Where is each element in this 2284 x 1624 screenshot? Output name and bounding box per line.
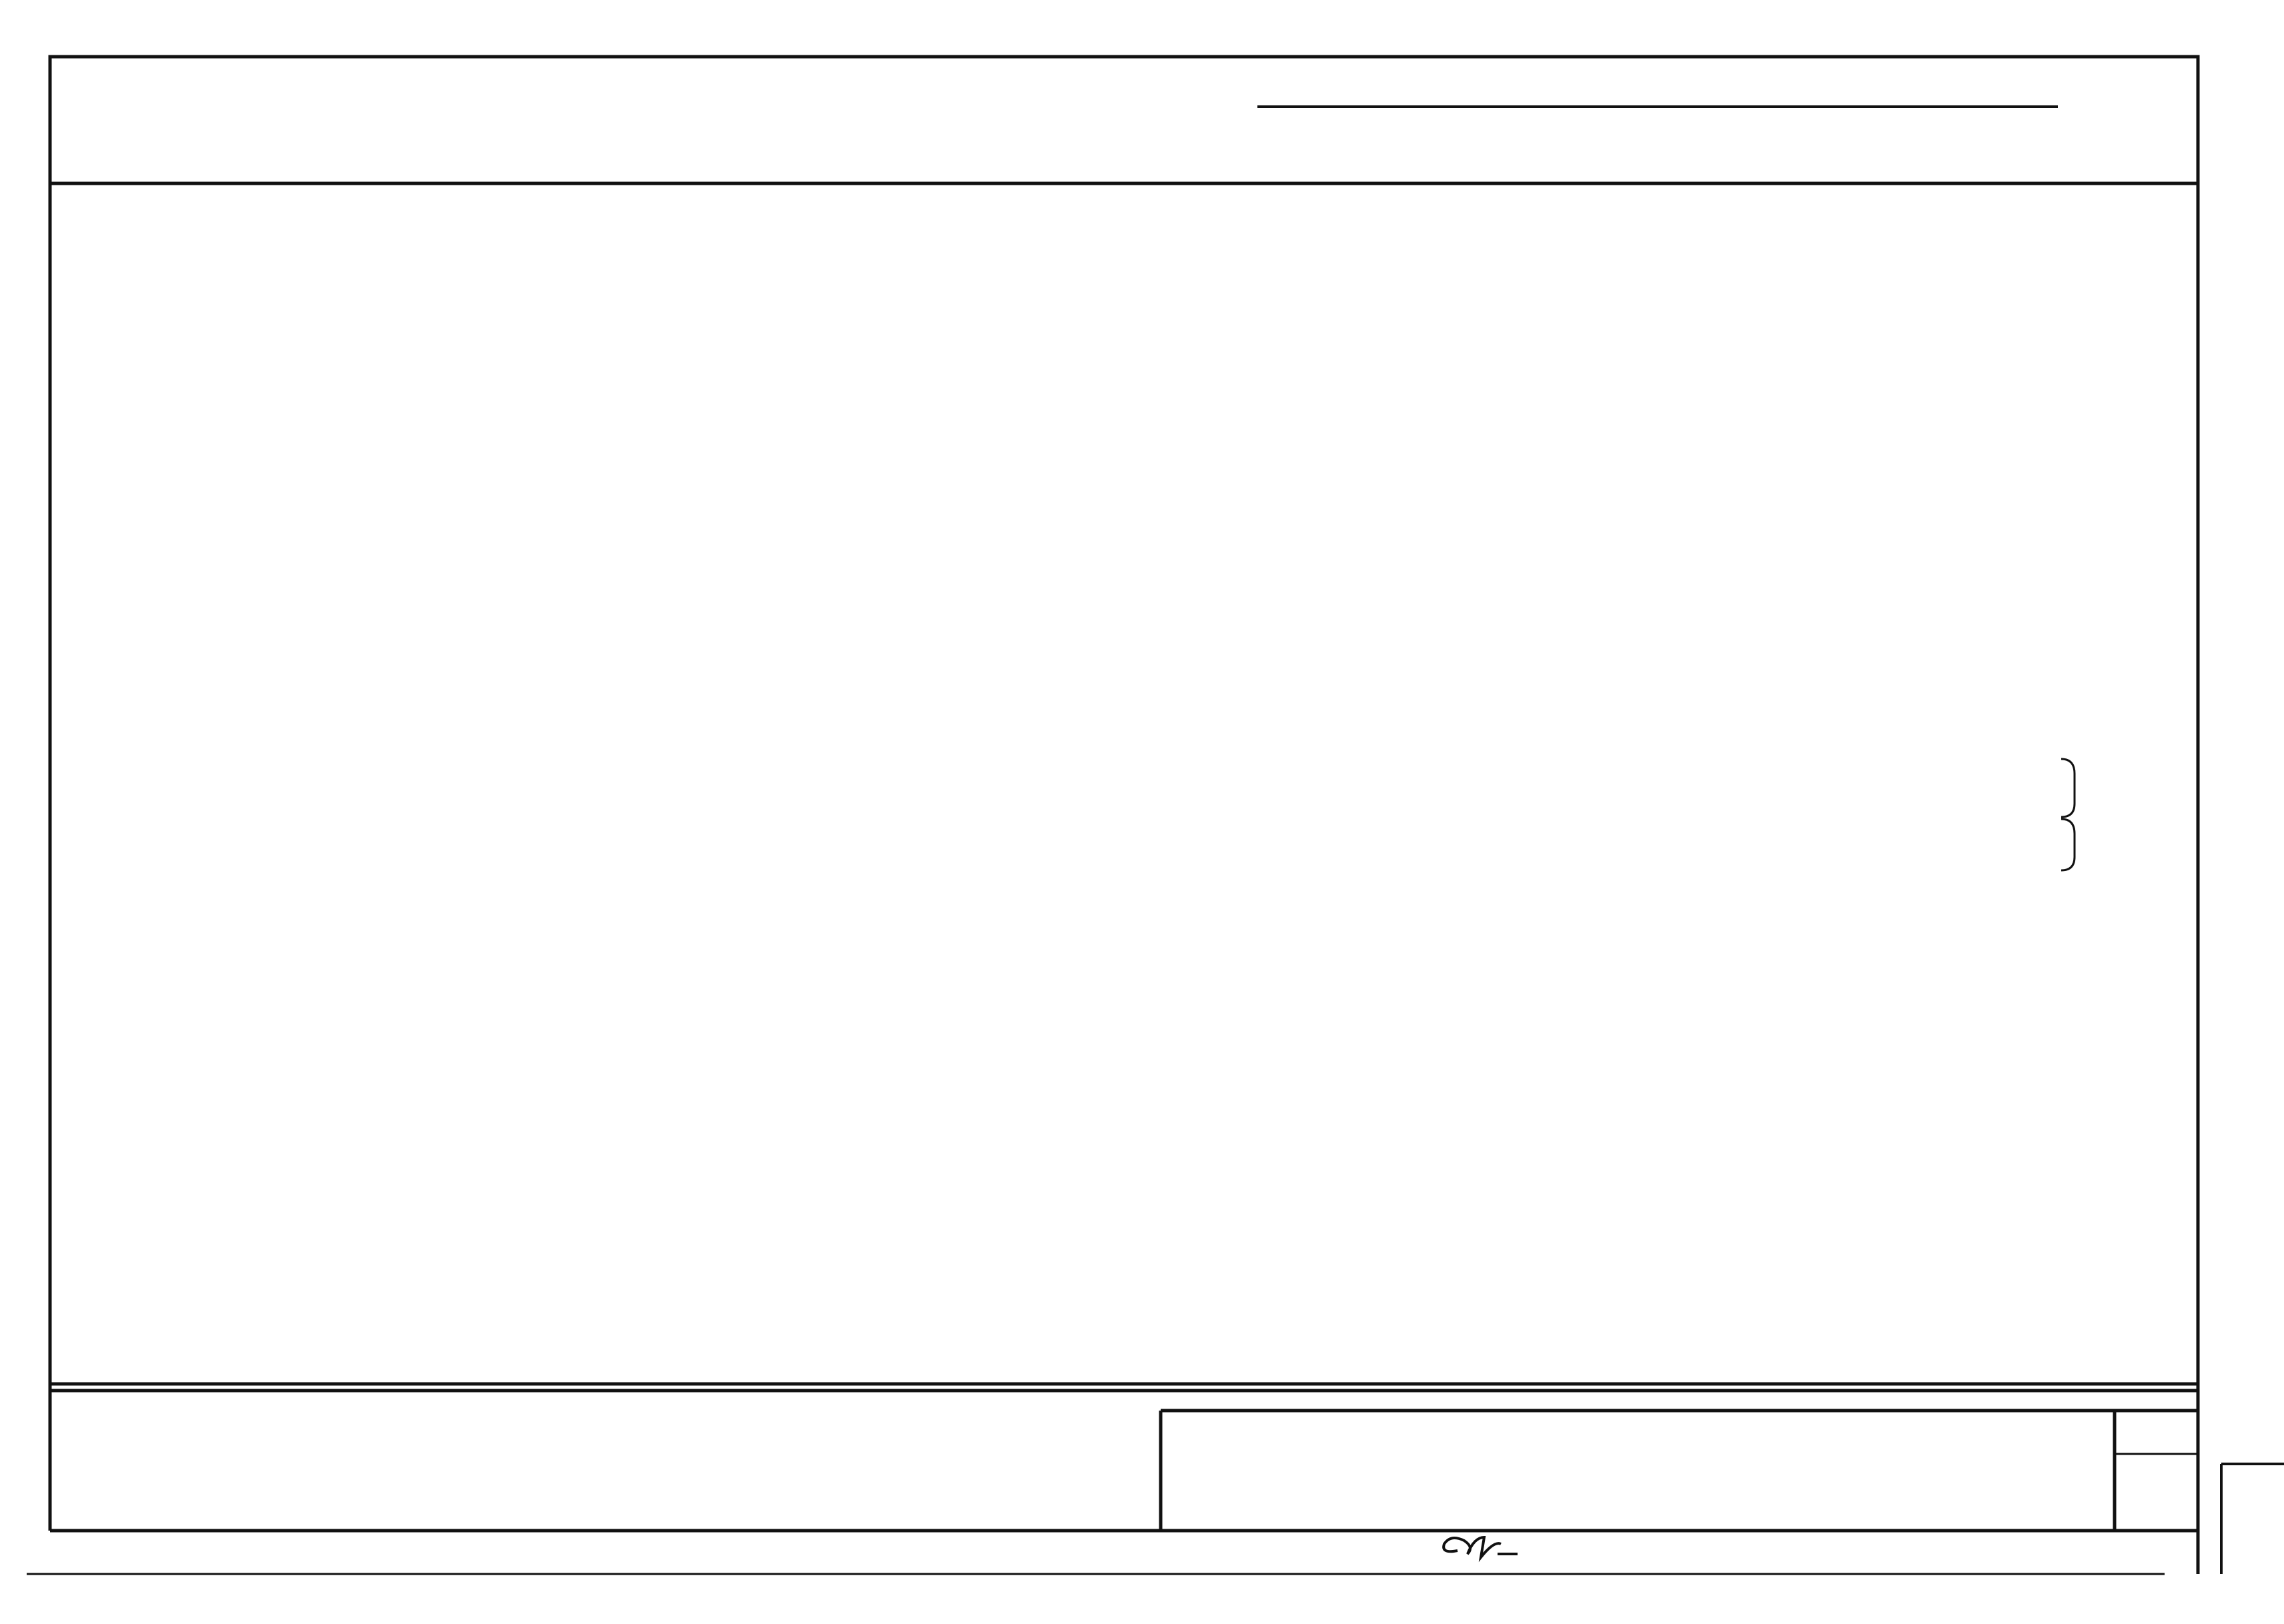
copier-signature [1444,1537,1518,1557]
side-notes [2061,759,2075,870]
margin-page-box [2221,1464,2284,1574]
title-block [27,1384,2198,1574]
table-grid [50,57,2198,1391]
